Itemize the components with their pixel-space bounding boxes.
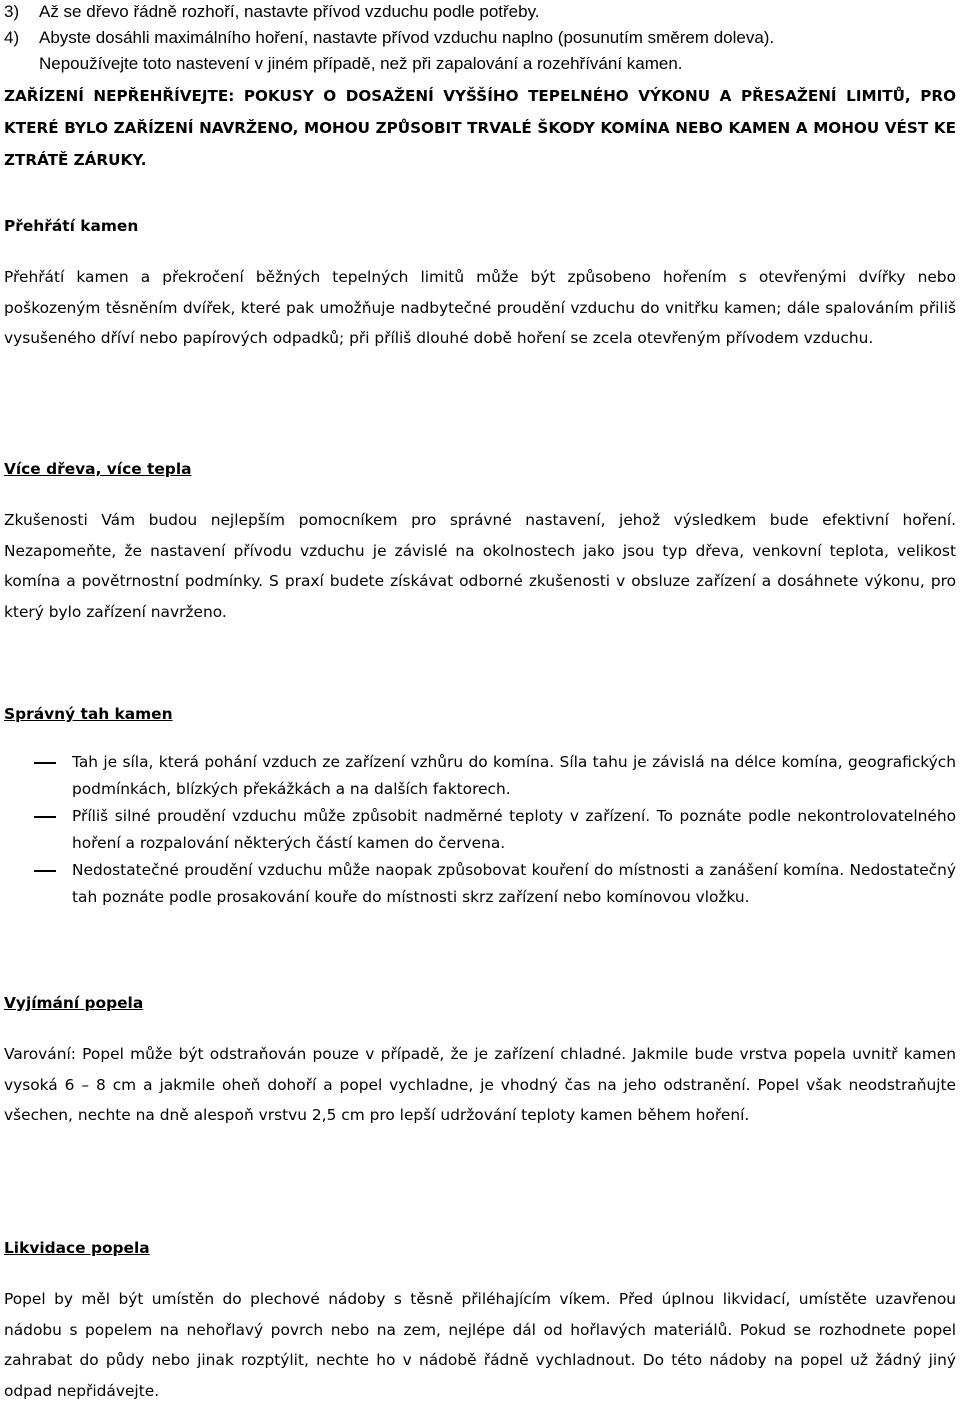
dash-bullet-icon [4,803,72,857]
paragraph-more-wood: Zkušenosti Vám budou nejlepším pomocníkem pro správné nastavení, jehož výsledkem bude efektivní hoření. Nezapomeňte, že nastavení přívodu vzduchu je závislé na okolnostech jako jsou typ dřeva, venkovní teplota, velikost komína a povětrnostní podmínky. S praxí budete získávat odborné zkušenosti v obsluze zařízení a dosáhnete výkonu, pro který bylo zařízení navrženo. [4,511,956,621]
list-text-continuation: Nepoužívejte toto nastevení v jiném případě, než při zapalování a rozehřívání kamen. [39,54,683,73]
paragraph-ash-removal: Varování: Popel může být odstraňován pouze v případě, že je zařízení chladné. Jakmile bude vrstva popela uvnitř kamen vysoká 6 – 8 cm a jakmile oheň dohoří a popel vychladne, je vhodný čas na jeho odstranění. Popel však neodstraňujte všechen, nechte na dně alespoň vrstvu 2,5 cm pro lepší udržování teploty kamen během hoření. [4,1045,956,1124]
bullet-text: Nedostatečné proudění vzduchu může naopak způsobovat kouření do místnosti a zanášení komína. Nedostatečný tah poznáte podle prosakování kouře do místnosti skrz zařízení nebo komínovou vložku. [72,861,956,906]
list-text: Až se dřevo řádně rozhoří, nastavte přívod vzduchu podle potřeby. [39,2,540,21]
list-item [4,857,956,911]
list-item [4,749,956,803]
section-heading-draft: Správný tah kamen [4,705,173,723]
draft-bullet-list [4,749,956,911]
list-number: 3) [4,2,20,21]
dash-bullet-icon [4,749,72,803]
list-number: 4) [4,28,20,47]
numbered-list [4,0,954,77]
bullet-text: Příliš silné proudění vzduchu může způsobit nadměrné teploty v zařízení. To poznáte podle nekontrolovatelného hoření a rozpalování některých částí kamen do červena. [72,807,956,852]
dash-bullet-icon [4,857,72,911]
bullet-text: Tah je síla, která pohání vzduch ze zařízení vzhůru do komína. Síla tahu je závislá na délce komína, geografických podmínkách, blízkých překážkách a na dalších faktorech. [72,753,956,798]
section-heading-ash-removal: Vyjímání popela [4,994,144,1012]
list-text: Abyste dosáhli maximálního hoření, nastavte přívod vzduchu naplno (posunutím směrem doleva). [39,28,775,47]
section-heading-overheat: Přehřátí kamen [4,217,139,235]
list-item [4,0,954,25]
section-heading-ash-disposal: Likvidace popela [4,1239,150,1257]
overheat-warning: ZAŘÍZENÍ NEPŘEHŘÍVEJTE: POKUSY O DOSAŽENÍ VYŠŠÍHO TEPELNÉHO VÝKONU A PŘESAŽENÍ LIMITŮ, PRO KTERÉ BYLO ZAŘÍZENÍ NAVRŽENO, MOHOU ZPŮSOBIT TRVALÉ ŠKODY KOMÍNA NEBO KAMEN A MOHOU VÉST KE ZTRÁTĚ ZÁRUKY. [4,87,956,169]
paragraph-ash-disposal: Popel by měl být umístěn do plechové nádoby s těsně přiléhajícím víkem. Před úplnou likvidací, umístěte uzavřenou nádobu s popelem na nehořlavý povrch nebo na zem, nejlépe dál od hořlavých materiálů. Pokud se rozhodnete popel zahrabat do půdy nebo jinak rozptýlit, nechte ho v nádobě řádně vychladnout. Do této nádoby na popel už žádný jiný odpad nepřidávejte. [4,1290,956,1400]
section-heading-more-wood: Více dřeva, více tepla [4,460,192,478]
list-item [4,25,954,51]
paragraph-overheat: Přehřátí kamen a překročení běžných tepelných limitů může být způsobeno hořením s otevřenými dvířky nebo poškozeným těsněním dvířek, které pak umožňuje nadbytečné proudění vzduchu do vnitřku kamen; dále spalováním přiliš vysušeného dříví nebo papírových odpadků; při příliš dlouhé době hoření se zcela otevřeným přívodem vzduchu. [4,268,956,347]
list-item [4,803,956,857]
